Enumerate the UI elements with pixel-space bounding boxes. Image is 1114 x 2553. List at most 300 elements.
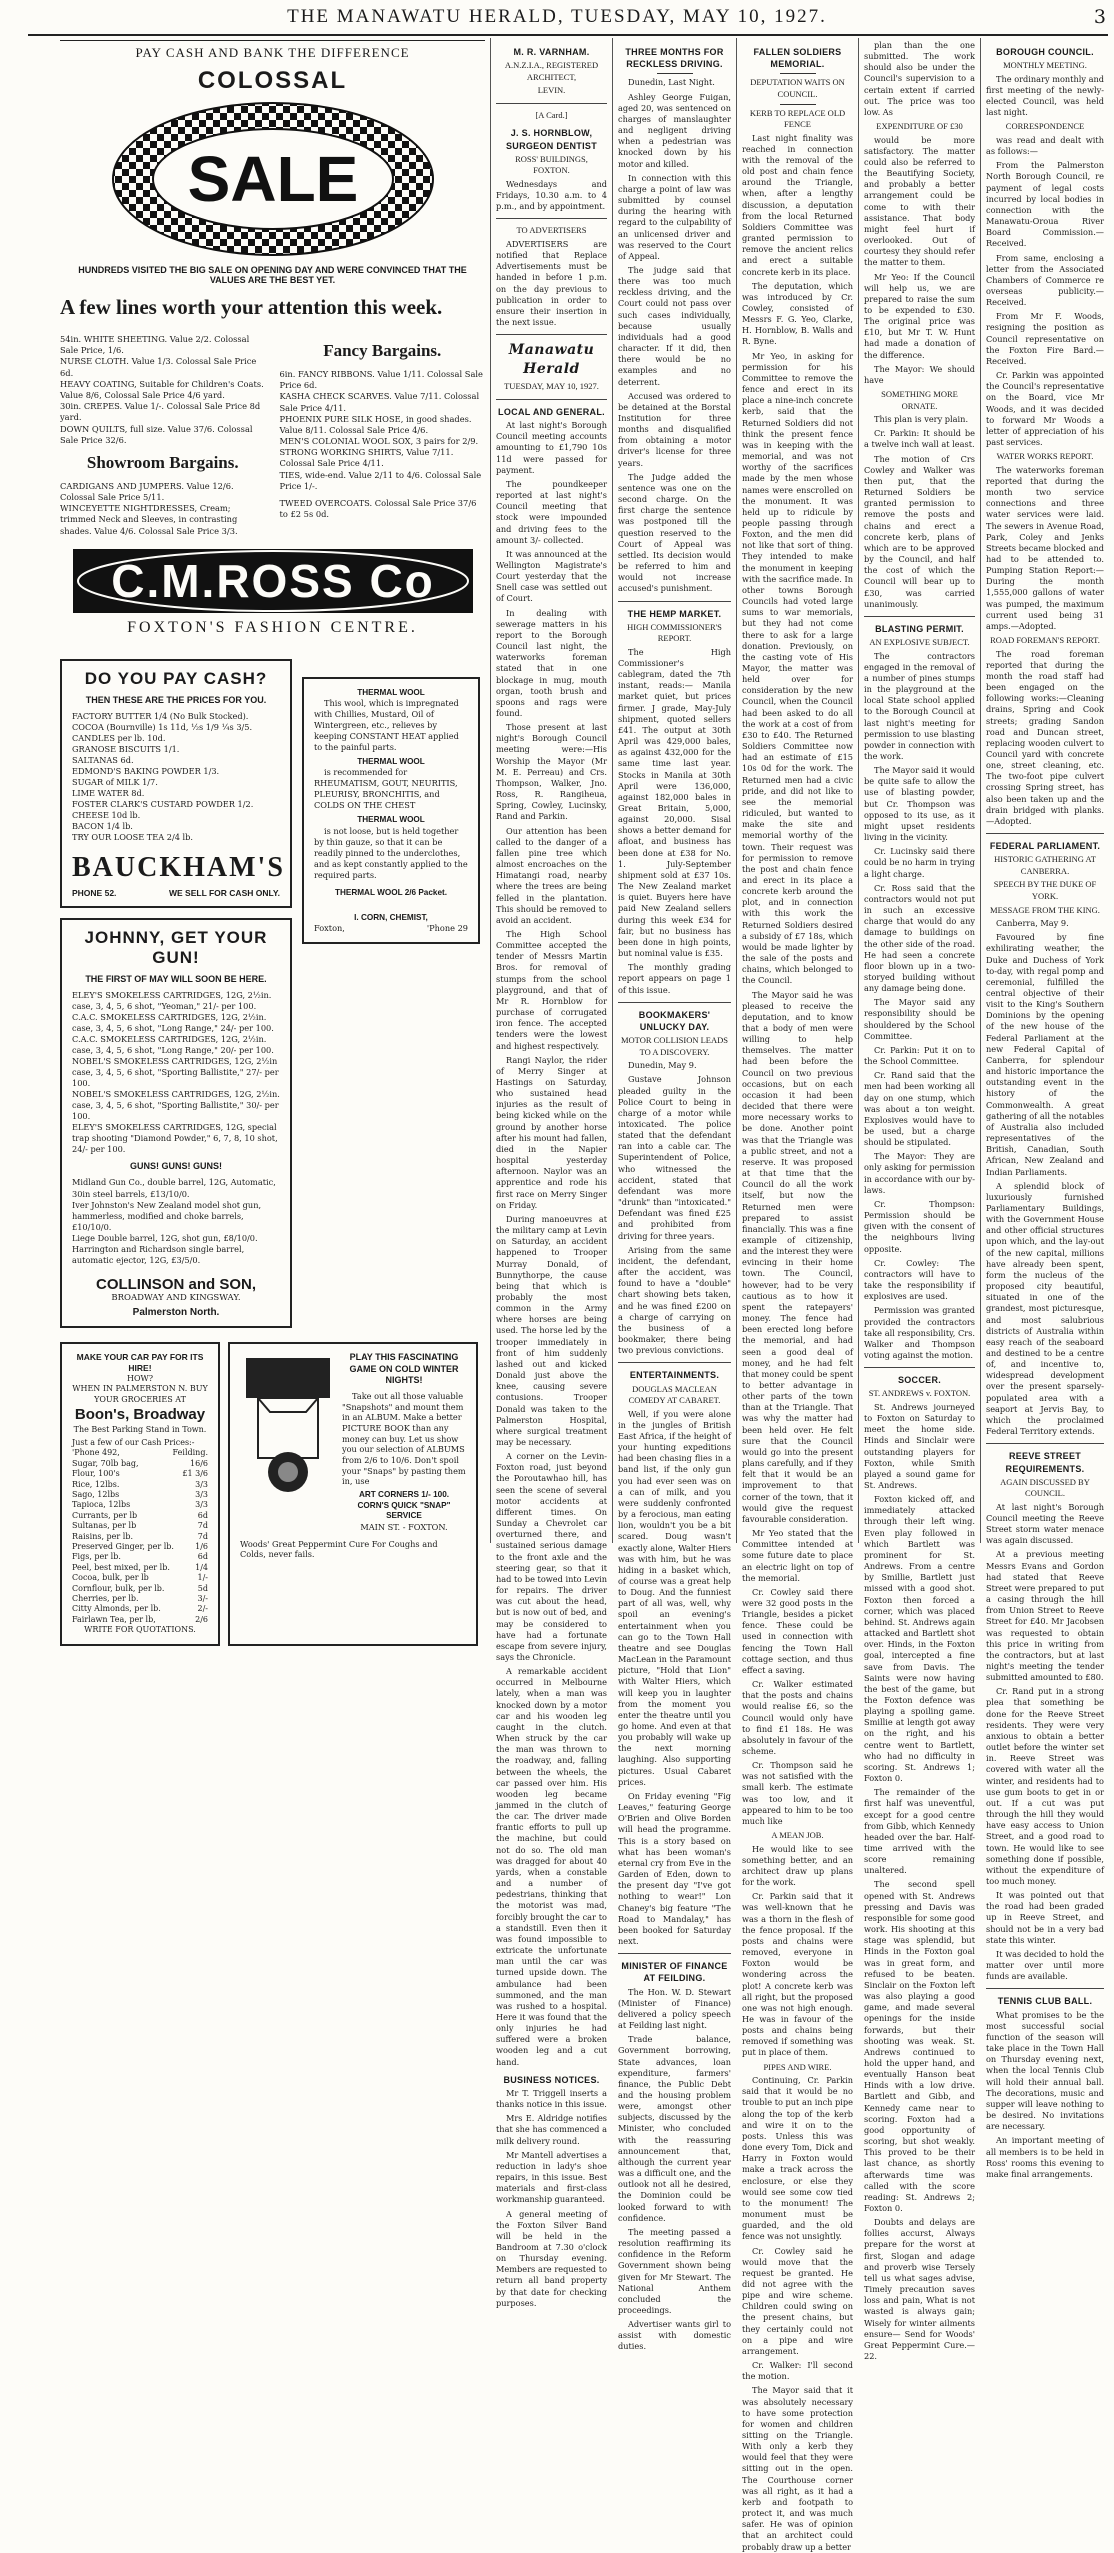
divider	[864, 616, 975, 617]
paragraph: The poundkeeper reported at last night's Council meeting that stock were impounded and driving fees to the amount 3/- collected.	[496, 478, 607, 545]
message-sub: MESSAGE FROM THE KING.	[990, 904, 1100, 915]
price-line: COCOA (Bournville) 1s 11d, ½s 1/9 ¼s 3/5.	[72, 721, 253, 732]
paragraph: Cr. Thompson said he was not satisfied with the small kerb. The estimate was too low, and it appeared to him to be too much like	[742, 1760, 853, 1826]
hemp-heading: THE HEMP MARKET.	[627, 608, 722, 619]
ross-logo	[73, 545, 473, 617]
sale-item: TIES, wide-end. Value 2/11 to 4/6. Colossal Sale Price 1/-.	[279, 469, 482, 491]
cartridge-item: C.A.C. SMOKELESS CARTRIDGES, 12G, 2½in. case, 3, 4, 5, 6 shot, "Long Range," 20/- per 100.	[72, 1033, 274, 1055]
phone-number: PHONE 52.	[72, 887, 117, 898]
paragraph: A remarkable accident occurred in Melbourne lately, when a man was knocked down by a motor car and his wooden leg caught in the clutch. When struck by the car the man was thrown to the roadway, and, falling between the wheels, the car passed over him. His wooden leg became jammed in the clutch of the car. The driver made frantic efforts to pull up the machine, but could not do so. The old man was dragged for about 40 yards, when a constable and a number of pedestrians, thinking that the motorist was mad, forcibly brought the car to a standstill. Even then it was found impossible to extricate the unfortunate man until the car was turned upside down. The ambulance had been summoned, and the man was rushed to a hospital. Here it was found that the only injuries he had suffered were a broken wooden leg and a cut hand.	[496, 1666, 607, 2067]
boons-name: Boon's, Broadway	[74, 1406, 206, 1424]
paragraph: The High School Committee accepted the tender of Messrs Martin Bros. for removal of stumps from the school playground, and that of Mr R. Hornblow for purchase of corrugated iron fence. The accepted tenders were the lowest and highest respectively.	[496, 928, 607, 1051]
price-value: 1/6	[195, 1542, 208, 1551]
paragraph: Those present at last night's Borough Council meeting were:—His Worship the Mayor (Mr M. E. Perreau) and Crs. Thompson, Walker, Jno. Ross, R. Rangiheua, Spring, Cowley, Lucinsky, Rand and Parkin.	[496, 722, 607, 822]
borough-article	[986, 74, 1104, 119]
column-2	[614, 40, 735, 2352]
paragraph: The monthly grading report appears on page 1 of this issue.	[618, 962, 731, 995]
finance-heading: MINISTER OF FINANCE AT FEILDING.	[621, 1961, 728, 1984]
soccer-article	[864, 1402, 975, 2362]
price-row	[72, 1480, 208, 1490]
price-line: BACON 1/4 lb.	[72, 821, 133, 832]
price-row	[72, 1511, 208, 1521]
fancy-bargains-heading: Fancy Bargains.	[323, 341, 442, 360]
paragraph: It was announced at the Wellington Magistrate's Court yesterday that the Snell case was settled out of Court.	[496, 548, 607, 604]
paragraph: Well, if you were alone in the jungles of British East Africa, if the height of your hunting expeditions had been chasing flies in a band list, if the only gun you had ever seen was on a can of milk, and you were suddenly confronted by a ferocious, man eating lion, wouldn't you be a bit scared. Doug wasn't exactly alone, Walter Hiers was with him, but he was hiding in a basket which, of course was a great help to Doug. And the funniest part of all was, well, why spoil an evening's entertainment when you can go to the Town Hall theatre and see Douglas MacLean in the Paramount picture, "Hold that Lion" with Walter Hiers, which will keep you in laughter from the moment you enter the theatre until you go home. And even at that you probably will wake up the next morning laughing. Also supporting pictures. Usual Cabaret prices.	[618, 1408, 731, 1787]
price-row	[72, 1573, 208, 1583]
collinson-address: BROADWAY AND KINGSWAY.	[111, 1292, 241, 1303]
mean-job-sub: A MEAN JOB.	[771, 1830, 824, 1841]
paragraph: The ordinary monthly and first meeting of the newly-elected Council, was held last night.	[986, 73, 1104, 118]
water-article	[986, 465, 1104, 632]
paragraph: The Mayor: They are only asking for permission in accordance with our by-laws.	[864, 1151, 975, 1195]
boons-price-list	[72, 1448, 208, 1625]
gun-ad	[60, 918, 292, 1328]
sale-item: CARDIGANS AND JUMPERS. Value 12/6. Colossal Sale Price 5/11.	[60, 480, 234, 502]
guns-list	[72, 1177, 280, 1266]
road-article	[986, 649, 1104, 828]
camera-text: Take out all those valuable "Snapshots" and mount them in an ALBUM. Make a better PICTURE BOOK than any money can buy. Let us show you our selection of ALBUMS from 2/6 to 10/6. Don't spoil your "Snaps" by pasting them in, use	[342, 1391, 466, 1487]
paragraph: Advertiser wants girl to assist with domestic duties.	[618, 2319, 731, 2352]
price-item: Figs, per lb.	[72, 1552, 121, 1562]
paragraph: Arising from the same incident, the defendant, after the accident, was found to have a "double" chart showing bets taken, and he was fined £200 on a charge of carrying on the business of a bookmaker, there being two previous convictions.	[618, 1244, 731, 1356]
bauckhams-footer	[72, 888, 280, 898]
colossal-heading: COLOSSAL	[197, 67, 348, 94]
gun-ad-subtitle: THE FIRST OF MAY WILL SOON BE HERE.	[85, 973, 267, 984]
price-line: FOSTER CLARK'S CUSTARD POWDER 1/2.	[72, 799, 254, 810]
reckless-heading: THREE MONTHS FOR RECKLESS DRIVING.	[625, 47, 724, 70]
column-rule	[736, 38, 737, 1543]
lower-ads	[60, 659, 485, 1338]
paragraph: The waterworks foreman reported that during the month two service connections and three water services were laid. The sewers in Avenue Road, Park, Coley and Jenks Streets became blocked and had to be attended to. Pumping Station Report:—During the month 1,555,000 gallons of water was pumped, the maximum current used being 31 amps.—Adopted.	[986, 464, 1104, 631]
paragraph: Dunedin, May 9.	[628, 1060, 697, 1071]
price-line: SUGAR of MILK 1/7.	[72, 777, 158, 788]
levin: LEVIN.	[537, 85, 566, 96]
paragraph: Dunedin, Last Night.	[628, 77, 715, 88]
paragraph: The deputation, which was introduced by Cr. Cowley, consisted of Messrs F. G. Yeo, Clarke, H. Hornblow, B. Walls and R. Byne.	[742, 280, 853, 347]
sale-item: DOWN QUILTS, full size. Value 37/6. Colossal Sale Price 32/6.	[60, 423, 253, 445]
price-item: Peel, best mixed, per lb.	[72, 1562, 170, 1572]
thermal-wool-title: THERMAL WOOL	[357, 815, 425, 825]
business-heading: BUSINESS NOTICES.	[503, 2074, 600, 2085]
price-item: Sultanas, per lb	[72, 1521, 137, 1531]
divider	[618, 1953, 731, 1954]
cash-prices-subtitle: THEN THESE ARE THE PRICES FOR YOU.	[85, 694, 267, 705]
price-value: 1/-	[197, 1573, 208, 1583]
price-line: LIME WATER 8d.	[72, 788, 145, 799]
divider	[986, 833, 1104, 834]
price-item: Rice, 12lbs.	[72, 1479, 120, 1489]
cartridge-item: C.A.C. SMOKELESS CARTRIDGES, 12G, 2½in. case, 3, 4, 5, 6 shot, "Long Range," 24/- per 100.	[72, 1011, 274, 1033]
camera-icon	[240, 1352, 336, 1502]
paragraph: Mr Yeo stated that the Committee intended at some future date to place an electric light on top of the memorial.	[742, 1528, 853, 1583]
paragraph: Cr. Parkin: It should be a twelve inch wall at least.	[864, 428, 975, 450]
paragraph: The Mayor said that it was absolutely necessary to have some protection for women and children sitting on the Triangle. With only a kerb they would feel that they were sitting out in the open. The Courthouse corner was all right, as it had a kerb and footpath to protect it, and was much safer. He was of opinion that an architect could probably draw up a better	[742, 2385, 853, 2552]
paragraph: The Mayor said any responsibility should be shouldered by the School Committee.	[864, 997, 975, 1041]
paragraph: Accused was ordered to be detained at the Borstal Institution for three months and disqualified from obtaining a motor driver's license for three years.	[618, 390, 731, 468]
gun-item: Iver Johnston's New Zealand model shot gun, hammerless, modified and choke barrels, £10/10/0.	[72, 1199, 262, 1232]
ross-buildings: ROSS' BUILDINGS, FOXTON.	[515, 153, 588, 176]
local-news	[496, 420, 607, 2068]
paragraph: Our attention has been called to the danger of a fallen pine tree which almost encroaches on the Himatangi road, nearby where the trees are being felled in the plantation. This should be removed to avoid an accident.	[496, 825, 607, 925]
paragraph: Foxton kicked off, and immediately attacked through their left wing. Even play followed in which Bartlett was prominent for St. Andrews. From a centre by Smillie, Bartlett just missed with a good shot. Foxton then forced a corner, which was placed behind. St. Andrews again attacked and Bartlett shot over. Hinds, in the Foxton goal, intercepted a fine save from Davis. The Saints were now having the best of the game, but the Foxton defence was playing a spoiling game. Smillie at length got away on the right, and his centre went to Bartlett, who had no difficulty in scoring. St. Andrews 1; Foxton 0.	[864, 1494, 975, 1784]
divider	[864, 1367, 975, 1368]
bookies-heading: BOOKMAKERS' UNLUCKY DAY.	[638, 1009, 711, 1032]
pay-cash-banner: PAY CASH AND BANK THE DIFFERENCE	[135, 45, 410, 60]
bauckhams-name: BAUCKHAM'S	[72, 851, 285, 883]
paragraph: Doubts and delays are follies accurst, Always prepare for the worst at first, Slogan and adage and proverb wise Tersely tell us what sages advise, Timely precaution saves loss and pain, What is not wasted is always gain; Wisely for winter ailments ensure— Send for Woods' Great Peppermint Cure.—22.	[864, 2217, 975, 2362]
paragraph: St. Andrews journeyed to Foxton on Saturday to meet the home side. Hinds and Sinclair were outstanding players for Foxton, while Smith played a sound game for St. Andrews.	[864, 1401, 975, 1491]
corn-town: Foxton,	[314, 922, 345, 933]
sale-graphic	[108, 99, 438, 259]
borough-sub: MONTHLY MEETING.	[1003, 60, 1087, 71]
entertainments-heading: ENTERTAINMENTS.	[629, 1370, 720, 1381]
varnham-sub: A.N.Z.I.A., REGISTERED ARCHITECT,	[504, 60, 599, 82]
price-value: 3/3	[195, 1479, 208, 1489]
price-row	[72, 1594, 208, 1604]
cash-prices-title: DO YOU PAY CASH?	[84, 668, 268, 688]
price-row	[72, 1490, 208, 1500]
speech-sub: SPEECH BY THE DUKE OF YORK.	[993, 879, 1097, 901]
masthead	[0, 6, 1114, 34]
fallen-article	[742, 133, 853, 1827]
divider	[496, 399, 607, 400]
paragraph: From the Palmerston North Borough Council, re payment of legal costs incurred by local bodies in connection with the Manawatu-Oroua River Board Commission.—Received.	[986, 160, 1104, 249]
entertainments-article	[618, 1409, 731, 1948]
paragraph: The second spell opened with St. Andrews pressing and Davis was responsible for some good work. His shooting at this stage was splendid, but Hinds in the Foxton goal was in great form, and refused to be beaten. Sinclair on the Foxton left was also playing a good game, and made several openings for the inside forwards, but their shooting was weak. St. Andrews continued to hold the upper hand, and eventually Hanson beat Hinds with a low drive. Bartlett and Gibb, and Kennedy came near to scoring. Foxton had a good opportunity of scoring, but shot weakly. This proved to be their last chance, as shortly afterwards time was called with the score reading: St. Andrews 2; Foxton 0.	[864, 1879, 975, 2214]
price-line: FACTORY BUTTER 1/4 (No Bulk Stocked).	[72, 710, 249, 721]
price-item: Cornflour, bulk, per lb.	[72, 1583, 165, 1593]
paragraph: Cr. Walker: I'll second the motion.	[742, 2360, 853, 2382]
divider	[780, 104, 816, 105]
price-line: TRY OUR LOOSE TEA 2/4 lb.	[72, 832, 194, 843]
paragraph: What promises to be the most successful social function of the season will take place in the Town Hall on Thursday evening next, when the local Tennis Club will hold their annual ball. The decorations, music and supper will leave nothing to be desired. No invitations are necessary.	[986, 2009, 1104, 2132]
few-lines-heading: A few lines worth your attention this week.	[60, 295, 443, 319]
paragraph: Mr T. Triggell inserts a thanks notice in this issue.	[496, 2087, 607, 2110]
price-item: Preserved Ginger, per lb.	[72, 1542, 174, 1551]
paragraph: The High Commissioner's cablegram, dated the 7th instant, reads:— Manila market quiet, but prices firmer. J grade, May-July shipment, quoted sellers £41. The output at 30th April was 429,000 bales, as against 432,000 for the same time last year. Stocks in Manila at 30th April were 136,000, against 182,000 bales in Great Britain, 5,000, against 20,000. Sisal shows a better demand for afloat, and business has been done at £38 for No. 1. July-September shipment sold at £37 10s. The New Zealand market is quiet. Buyers here have paid New Zealand sellers during this week £34 for fair, but no business has been done in high points, but nominal value is £35.	[618, 646, 731, 959]
price-item: Raisins, per lb.	[72, 1531, 133, 1541]
page-number: 3	[1093, 6, 1106, 28]
column-rule	[612, 38, 613, 1543]
sale-item: MEN'S COLONIAL WOOL SOX, 3 pairs for 2/9.	[279, 436, 479, 447]
paragraph: Continuing, Cr. Parkin said that it would be no trouble to put an inch pipe along the top of the kerb and wire it on to the posts. Unless this was done every Tom, Dick and Harry in Foxton would make a track across the enclosure, or else they would see some cow tied to the monument! The monument must be guarded, and the old fence was not unsightly.	[742, 2075, 853, 2242]
camera-ad	[228, 1342, 478, 1646]
camera-ad-body	[240, 1352, 466, 1533]
advertisement-area	[60, 40, 485, 1635]
price-item: Citty Almonds, per lb.	[72, 1604, 161, 1614]
gun-ad-title: JOHNNY, GET YOUR GUN!	[84, 927, 268, 967]
paragraph: Cr. Rand said that the men had been working all day on one stump, which was about a ton weight. Explosives would have to be used, but a charge should be stipulated.	[864, 1070, 975, 1148]
palmerston-north: Palmerston North.	[132, 1306, 220, 1318]
paragraph: The meeting passed a resolution reaffirming its confidence in the Reform Government shown being given for Mr Stewart. The National Anthem concluded the proceedings.	[618, 2226, 731, 2315]
price-row	[72, 1552, 208, 1562]
price-item: 'Phone 492,	[72, 1448, 120, 1458]
paragraph: This plan is very plain.	[874, 414, 969, 425]
paragraph: Cr. Parkin said that it was well-known that he was a thorn in the flesh of the fence proposal. If the posts and chains were removed, everyone in Foxton would be wondering across the plot! A concrete kerb was all right, but the proposed one was not high enough. He was in favour of the posts and chains being removed if something was put in place of them.	[742, 1891, 853, 2058]
price-item: Tapioca, 12lbs	[72, 1500, 131, 1510]
pipes-article	[742, 2075, 853, 2553]
column-3	[738, 40, 857, 2552]
art-corners: ART CORNERS 1/- 100.	[358, 1489, 450, 1499]
bottom-ads	[60, 1342, 485, 1656]
price-item: Cherries, per lb.	[72, 1593, 139, 1603]
cash-prices-ad	[60, 659, 292, 908]
herald-masthead: Manawatu Herald	[508, 342, 595, 378]
boons-how: HOW?	[126, 1374, 154, 1384]
price-value: 16/6	[190, 1458, 208, 1468]
entertainments-sub: DOUGLAS MACLEAN COMEDY AT CABARET.	[628, 1383, 721, 1406]
paragraph: A splendid block of luxuriously furnished Parliamentary Buildings, with the Government House and other official structures upon which, and the lay-out of the new capital, millions have already been spent, form the nucleus of the proposed city beautiful, situated in one of the grandest, most picturesque, and most salubrious districts of Australia within easy reach of the seaboard and destined to be a centre of, and incentive to, widespread development over the present sparsely-populated area with a seaport at Jervis Bay, to which the proclaimed Federal Territory extends.	[986, 1180, 1104, 1437]
sale-item: TWEED OVERCOATS. Colossal Sale Price 37/6 to £2 5s 0d.	[279, 498, 477, 520]
bookies-article	[618, 1060, 731, 1356]
divider	[496, 218, 607, 219]
paragraph: The Hon. W. D. Stewart (Minister of Finance) delivered a policy speech at Feilding last night.	[618, 1986, 731, 2031]
to-advertisers: TO ADVERTISERS	[516, 225, 587, 236]
fallen-continued	[864, 40, 975, 118]
corn-snap: CORN'S QUICK "SNAP" SERVICE	[357, 1500, 451, 1521]
price-value: 3/3	[195, 1500, 208, 1510]
paragraph: Cr. Walker estimated that the posts and chains would realise £6, so the Council would only have to find £1 18s. He was absolutely in favour of the scheme.	[742, 1679, 853, 1756]
paragraph: On Friday evening "Fig Leaves," featuring George O'Brien and Olive Borden will head the programme. This is a story based on what has been woman's eternal cry from Eve in the Garden of Eden, down to the present day "I've got nothing to wear!" Lon Chaney's big feature "The Road to Mandalay," has been booked for Saturday next.	[618, 1790, 731, 1946]
paragraph: Cr. Cowley said there were 32 good posts in the Triangle, besides a picket fence. These could be used in connection with fencing the Town Hall cottage section, and thus effect a saving.	[742, 1586, 853, 1675]
price-item: Currants, per lb	[72, 1510, 138, 1520]
blasting-sub: AN EXPLOSIVE SUBJECT.	[869, 637, 970, 648]
hundreds-visited-text: HUNDREDS VISITED THE BIG SALE ON OPENING DAY AND WERE CONVINCED THAT THE VALUES ARE THE BEST YET.	[78, 265, 467, 285]
hornblow-heading: J. S. HORNBLOW, SURGEON DENTIST	[505, 128, 597, 151]
cartridge-item: NOBEL'S SMOKELESS CARTRIDGES, 12G, 2½in case, 3, 4, 5, 6 shot, "Sporting Ballistite," 27/- per 100.	[72, 1055, 279, 1088]
bookies-sub: MOTOR COLLISION LEADS TO A DISCOVERY.	[620, 1035, 729, 1057]
sale-item: 54in. WHITE SHEETING. Value 2/2. Colossal Sale Price, 1/6.	[60, 334, 250, 356]
colossal-sale-ad	[60, 40, 485, 637]
sale-item: WINCEYETTE NIGHTDRESSES, Cream; trimmed Neck and Sleeves, in contrasting shades. Value 4/6. Colossal Sale Price 3/3.	[60, 503, 238, 536]
paragraph: The contractors engaged in the removal of a number of pines stumps in the playground at the local State school applied to the Borough Council at last night's meeting for permission to use blasting powder in connection with the work.	[864, 650, 975, 762]
sale-item: HEAVY COATING, Suitable for Children's Coats. Value 8/6, Colossal Sale Price 4/6 yard.	[60, 378, 264, 400]
paragraph: The Mayor: We should have	[864, 363, 975, 385]
paragraph: From same, enclosing a letter from the Associated Chambers of Commerce re overseas publicity.—Received.	[986, 252, 1104, 308]
price-row	[72, 1448, 208, 1458]
soccer-sub: ST. ANDREWS v. FOXTON.	[868, 1388, 971, 1399]
tennis-article	[986, 2010, 1104, 2180]
thermal-text: is recommended for RHEUMATISM, GOUT, NEURITIS, PLEURISY, BRONCHITIS, and COLDS ON THE CHEST	[314, 767, 458, 811]
correspondence-sub: CORRESPONDENCE	[1005, 121, 1085, 132]
divider	[618, 1002, 731, 1003]
sale-item: PHOENIX PURE SILK HOSE, in good shades. Value 8/11. Colossal Sale Price 4/6.	[279, 413, 472, 435]
gun-item: Harrington and Richardson single barrel, automatic ejector, 12G, £3/5/0.	[72, 1243, 245, 1265]
paragraph: would be more satisfactory. The matter could also be referred to the Beautifying Society, and probably a better arrangement could be come to with their assistance. That body might feel hurt if overlooked. Out of courtesy they should refer the matter to them.	[864, 134, 975, 268]
paragraph: Trade balance, Government borrowing, State advances, loan expenditure, farmers' finance, the Public Debt and the housing problem were, amongst other subjects, discussed by the Minister, who concluded with the reassuring announcement that, although the current year was a difficult one, and the outlook not all he desired, the Dominion could be looked forward to with confidence.	[618, 2034, 731, 2223]
paragraph: Cr. Thompson: Permission should be given with the consent of the neighbours living opposite.	[864, 1198, 975, 1254]
price-line: SALTANAS 6d.	[72, 755, 134, 765]
guns-heading: GUNS! GUNS! GUNS!	[130, 1161, 222, 1172]
price-line: CHEESE 10d lb.	[72, 810, 141, 821]
varnham-heading: M. R. VARNHAM.	[513, 47, 590, 57]
paragraph: From Mr F. Woods, resigning the position as Council representative on the Foxton Fire Bard.—Received.	[986, 311, 1104, 366]
price-item: Cocoa, bulk, per lb	[72, 1573, 149, 1583]
soccer-heading: SOCCER.	[897, 1375, 942, 1386]
boons-ad	[60, 1342, 220, 1646]
paragraph: The remainder of the first half was uneventful, except for a good centre from Gibb, which Kennedy headed over the bar. Half-time arrived with the score remaining unaltered.	[864, 1787, 975, 1876]
price-row	[72, 1584, 208, 1594]
thermal-text: This wool, which is impregnated with Chillies, Mustard, Oil of Wintergreen, etc., relieves by keeping CONSTANT HEAT applied to the painful parts.	[314, 697, 459, 753]
paragraph: The judge said that there was too much reckless driving, and the Court could not pass over such cases individually, because usually individuals had a good character. If it did, then there would be no examples and no deterrent.	[618, 264, 731, 387]
paragraph: plan than the one submitted. The work should also be under the Council's supervision to a certain extent if carried out. The price was too low. As	[864, 40, 975, 117]
paragraph: Last night finality was reached in connection with the removal of the old post and chain fence around the Triangle, when, after a lengthy discussion, a deputation from the local Returned Soldiers Committee was granted permission to remove the ancient relics and erect a suitable concrete kerb in its place.	[742, 132, 853, 277]
corn-contact	[314, 923, 468, 934]
fallen-sub: DEPUTATION WAITS ON COUNCIL.	[750, 77, 845, 100]
lower-ads-left	[60, 659, 292, 1338]
price-value: Feilding.	[172, 1448, 208, 1458]
divider	[496, 334, 607, 335]
paragraph: Canberra, May 9.	[996, 918, 1069, 929]
paragraph: An important meeting of all members is to be held in Ross' rooms this evening to make final arrangements.	[986, 2135, 1104, 2179]
paragraph: The road foreman reported that during the month the road staff had been engaged on the following works:—Cleaning drains, Spring and Cook streets; grading Sandon road and Duncan street, replacing wooden culvert to Council yard with concrete one, street cleaning, etc. The two-foot pipe culvert crossing Spring street, has also been taken up and the drain bridged with planks.—Adopted.	[986, 648, 1104, 826]
blasting-heading: BLASTING PERMIT.	[875, 623, 964, 634]
price-line: CANDLES per lb. 10d.	[72, 732, 166, 743]
reeve-article	[986, 1502, 1104, 1983]
paragraph: was read and dealt with as follows:—	[986, 134, 1104, 157]
column-rule	[490, 38, 491, 1543]
paragraph: A corner on the Levin-Foxton road, just beyond the Poroutawhao hill, has seen the scene of several motor accidents at different times. On Sunday a Chevrolet car overturned there, and sustained serious damage to the front axle and the steering gear, so that it had to be towed into Levin for repairs. The driver was cut about the head, but is now out of bed, and may be considered to have had a fortunate escape from severe injury, says the Chronicle.	[496, 1451, 607, 1662]
finance-article	[618, 1987, 731, 2353]
sale-items-left	[60, 334, 266, 537]
dentist-hours: Wednesdays and Fridays, 10.30 a.m. to 4 p.m., and by appointment.	[496, 178, 607, 212]
paragraph: During manoeuvres at the military camp at Levin on Saturday, an accident happened to Trooper Murray Donald, of Bunnythorpe, the cause being that which is probably the most common in the Army where horses are being used. The horse led by the trooper immediately in front of him suddenly lashed out and kicked Donald just above the knee, causing severe contusions. Trooper Donald was taken to the Palmerston Hospital, where surgical treatment may be necessary.	[496, 1213, 607, 1447]
correspondence-article	[986, 135, 1104, 448]
paragraph: Ashley George Fuigan, aged 20, was sentenced on charges of manslaughter and negligent driving when a pedestrian was knocked down by his motor and killed.	[618, 91, 731, 169]
advertisers-text: ADVERTISERS are notified that Replace Advertisements must be handed in before 1 p.m. on the day previous to publication in order to ensure their insertion in the next issue.	[496, 239, 607, 328]
boons-when: WHEN IN PALMERSTON N. BUY YOUR GROCERIES AT	[72, 1384, 208, 1404]
pipes-sub: PIPES AND WIRE.	[763, 2061, 832, 2072]
paragraph: The Mayor said it would be quite safe to allow the use of blasting powder, but Cr. Thompson was opposed to its use, as it might upset residents living in the vicinity.	[864, 765, 975, 843]
paragraph: Cr. Rand put in a strong plea that something be done for the Reeve Street residents. They were very anxious to obtain a better outlet before the winter set in. Reeve Street was covered with water all the winter, and residents had to use gum boots to get in or out. If a cut was put through the hill they would have easy access to Union Street, and a good road to town. He would like to see something done if possible, without the expenditure of too much money.	[986, 1686, 1104, 1886]
divider	[618, 1362, 731, 1363]
hemp-sub: HIGH COMMISSIONER'S REPORT.	[627, 621, 722, 644]
price-line: GRANOSE BISCUITS 1/1.	[72, 743, 180, 754]
price-value: 6d	[197, 1552, 208, 1562]
kerb-sub: KERB TO REPLACE OLD FENCE	[749, 107, 846, 130]
expenditure-article	[864, 135, 975, 386]
divider	[657, 73, 693, 74]
gun-item: Liege Double barrel, 12G, shot gun, £8/10/0.	[72, 1232, 258, 1243]
business-notices	[496, 2088, 607, 2309]
price-value: 3/-	[197, 1593, 208, 1603]
sale-items-right	[280, 334, 486, 537]
price-row	[72, 1469, 208, 1479]
paragraph: A general meeting of the Foxton Silver Band will be held in the Bandroom at 7.30 o'clock on Thursday evening. Members are requested to return all band property by that date for checking purposes.	[496, 2208, 607, 2308]
federal-heading: FEDERAL PARLIAMENT.	[989, 841, 1101, 852]
paragraph: Cr. Ross said that the contractors would not put in such an excessive charge that would do any damage to buildings on the other side of the road. He had seen a concrete floor blown up in a two-storyed building without any damage being done.	[864, 882, 975, 994]
thermal-text: is not loose, but is held together by thin gauze, so that it can be readily pinned to the underclothes, and as kept constantly applied to the required parts.	[314, 825, 468, 880]
price-value: 3/3	[195, 1490, 208, 1500]
paragraph: He would like to see something better, and an architect draw up plans for the work.	[742, 1843, 853, 1888]
paragraph: At a previous meeting Messrs Evans and Gordon had stated that Reeve Street were prepared to put a casing through the hill from Union Street to Reeve Street for £40. Mr Jacobsen was requested to obtain this price in writing from the contractors, but at last night's meeting the tender submitted amounted to £80.	[986, 1549, 1104, 1683]
price-value: 5d	[197, 1583, 208, 1593]
fallen-heading: FALLEN SOLDIERS MEMORIAL.	[753, 47, 842, 70]
paragraph: It was pointed out that the road had been graded up in Reeve Street, and should not be in a very bad state this winter.	[986, 1890, 1104, 1945]
water-sub: WATER WORKS REPORT.	[996, 451, 1094, 462]
price-item: Flour, 100's	[72, 1469, 120, 1479]
price-value: 7d	[197, 1521, 208, 1531]
boons-park: The Best Parking Stand in Town.	[73, 1424, 207, 1434]
paragraph: It was decided to hold the matter over until more funds are available.	[986, 1948, 1104, 1982]
cartridge-item: ELEY'S SMOKELESS CARTRIDGES, 12G, 2½in. case, 3, 4, 5, 6 shot, "Yeoman," 21/- per 100.	[72, 989, 272, 1011]
local-heading: LOCAL AND GENERAL.	[498, 406, 605, 417]
cartridge-list	[72, 990, 280, 1156]
thermal-wool-title: THERMAL WOOL	[357, 757, 425, 767]
woods-note: Woods' Great Peppermint Cure For Coughs and Colds, never fails.	[240, 1538, 438, 1560]
paragraph: Mr Yeo: If the Council will help us, we are prepared to raise the sum to be expended to £30. The original price was £10, but Mr T. W. Hunt had made a donation of the difference.	[864, 271, 975, 360]
blasting-article	[864, 651, 975, 1362]
paragraph: In dealing with sewerage matters in his report to the Borough Council last night, the waterworks foreman stated that in one blockage in mug, mouth organ, tooth brush and spoons and rags were found.	[496, 607, 607, 718]
reeve-sub: AGAIN DISCUSSED BY COUNCIL.	[1000, 1476, 1090, 1499]
reckless-article	[618, 77, 731, 594]
paragraph: The Judge added the sentence was one on the second charge. On the first charge the sentence was postponed till the question reserved to the Court of Appeal was settled. Its decision would be referred to him and would not increase accused's punishment.	[618, 471, 731, 594]
column-5	[982, 40, 1108, 2179]
sale-item: NURSE CLOTH. Value 1/3. Colossal Sale Price 6d.	[60, 356, 257, 378]
boons-prices-title: Just a few of our Cash Prices:-	[72, 1438, 195, 1448]
cash-only: WE SELL FOR CASH ONLY.	[169, 887, 280, 898]
paragraph: Mr Mantell advertises a reduction in lady's shoe repairs, in this issue. Best materials and first-class workmanship guaranteed.	[496, 2149, 607, 2205]
sale-item-columns	[60, 334, 485, 537]
paragraph: Cr. Lucinsky said there could be no harm in trying a light charge.	[864, 846, 975, 879]
road-sub: ROAD FOREMAN'S REPORT.	[990, 635, 1100, 646]
sale-item: STRONG WORKING SHIRTS, Value 7/11. Colossal Sale Price 4/11.	[279, 447, 454, 469]
boons-headline: MAKE YOUR CAR PAY FOR ITS HIRE!	[76, 1351, 204, 1373]
federal-sub: HISTORIC GATHERING AT CANBERRA.	[994, 854, 1096, 876]
cartridge-item: NOBEL'S SMOKELESS CARTRIDGES, 12G, 2½in. case, 3, 4, 5, 6 shot, "Sporting Ballistite," 30/- per 100.	[72, 1089, 280, 1122]
paragraph: The motion of Crs Cowley and Walker was then put, that the Returned Soldiers be granted permission to remove the posts and chains and erect a concrete kerb, plans of which are to be approved by the Council, and half the cost of which the Council will bear up to £30, was carried unanimously.	[864, 453, 975, 609]
price-value: 1/4	[195, 1562, 208, 1572]
paragraph: Cr. Cowley said he would move that the request be granted. He did not agree with the pipe and wire scheme. Children could swing on the present chains, but they certainly could not on a pipe and wire arrangement.	[742, 2245, 853, 2356]
hemp-article	[618, 647, 731, 996]
foxton-fashion-centre: FOXTON'S FASHION CENTRE.	[127, 618, 418, 636]
paragraph: In connection with this charge a point of law was submitted by counsel during the hearing with regard to the culpability of an unlicensed driver and was reserved to the Court of Appeal.	[618, 172, 731, 261]
price-row	[72, 1532, 208, 1542]
paragraph: Rangi Naylor, the rider of Merry Singer at Hastings on Saturday, who sustained head injuries as the result of being kicked while on the ground by another horse after his mount had fallen, died in the Napier hospital yesterday afternoon. Naylor was an apprentice and rode his first race on Merry Singer on Friday.	[496, 1054, 607, 1210]
price-item: Sugar, 70lb bag,	[72, 1458, 139, 1468]
thermal-price: THERMAL WOOL 2/6 Packet.	[334, 887, 448, 897]
price-value: £1 3/6	[182, 1469, 208, 1479]
price-value: 2/6	[195, 1614, 208, 1624]
price-line: EDMOND'S BAKING POWDER 1/3.	[72, 766, 220, 777]
cash-prices-list	[72, 711, 280, 844]
price-row	[72, 1604, 208, 1614]
sale-item: KASHA CHECK SCARVES. Value 7/11. Colossal Sale Price 4/11.	[279, 391, 480, 413]
showroom-bargains-heading: Showroom Bargains.	[86, 452, 239, 472]
column-rule	[858, 38, 859, 1543]
price-item: Sago, 12lbs	[72, 1490, 120, 1500]
divider	[496, 103, 607, 104]
paragraph: Cr. Cowley: The contractors will have to take the responsibility if explosives are used.	[864, 1257, 975, 1302]
divider	[618, 601, 731, 602]
paragraph: Favoured by fine exhilirating weather, the Duke and Duchess of York to-day, with regal pomp and ceremonial, fulfilled the central objective of their visit to the King's Southern Dominions by the opening of the new house of the Federal Parliament at the new Federal Capital of Canberra, for splendour and historic importance the outstanding event in the history of the Commonwealth. A great gathering of all the notables of Australia also included representatives of the British, Canadian, South African, New Zealand and Indian Parliaments.	[986, 932, 1104, 1177]
ornate-sub: SOMETHING MORE ORNATE.	[881, 389, 958, 411]
paragraph: Mrs E. Aldridge notifies that she has commenced a milk delivery round.	[496, 2113, 607, 2146]
herald-date: TUESDAY, MAY 10, 1927.	[504, 381, 599, 392]
borough-heading: BOROUGH COUNCIL.	[996, 47, 1094, 57]
divider	[986, 1443, 1104, 1444]
paragraph: Cr. Parkin: Put it on to the School Committee.	[864, 1044, 975, 1067]
sale-item: 30in. CREPES. Value 1/-. Colossal Sale Price 8d yard.	[60, 401, 261, 423]
cartridge-item: ELEY'S SMOKELESS CARTRIDGES, 12G, special trap shooting "Diamond Powder," 6, 7, 8, 10 shot, 24/- per 100.	[72, 1122, 278, 1155]
ross-name: C.M.ROSS Co	[110, 554, 435, 607]
divider	[780, 73, 816, 74]
paragraph: The Mayor said he was pleased to receive the deputation, and to know that a body of men were willing to help themselves. The matter had been before the Council on two previous occasions, but on each occasion it had been decided that there were more necessary works to be done. Another point was that the Triangle was a public street, and not a reserve. It was proposed at that time that the Council do all the work itself, but now the Returned men were prepared to assist financially. This was a fine example of citizenship, and the interest they were evincing in their home town. The Council, however, had to be very cautious as to how it spent the ratepayers' money. The fence had been erected long before the memorial, and had seen a good deal of money, and he had felt that money could be spent to better advantage in other parts of the town than at the Triangle. That was why the matter had been held over. He felt sure that the Council would go into the present plans carefully, and if they felt that it would be an improvement to that corner of the town, that it would give the request favourable consideration.	[742, 989, 853, 1524]
main-st: MAIN ST. - FOXTON.	[360, 1521, 448, 1532]
gun-item: Midland Gun Co., double barrel, 12G, Automatic, 30in steel barrels, £13/10/0.	[72, 1177, 276, 1199]
divider	[986, 1988, 1104, 1989]
price-value: 2/-	[197, 1604, 208, 1614]
